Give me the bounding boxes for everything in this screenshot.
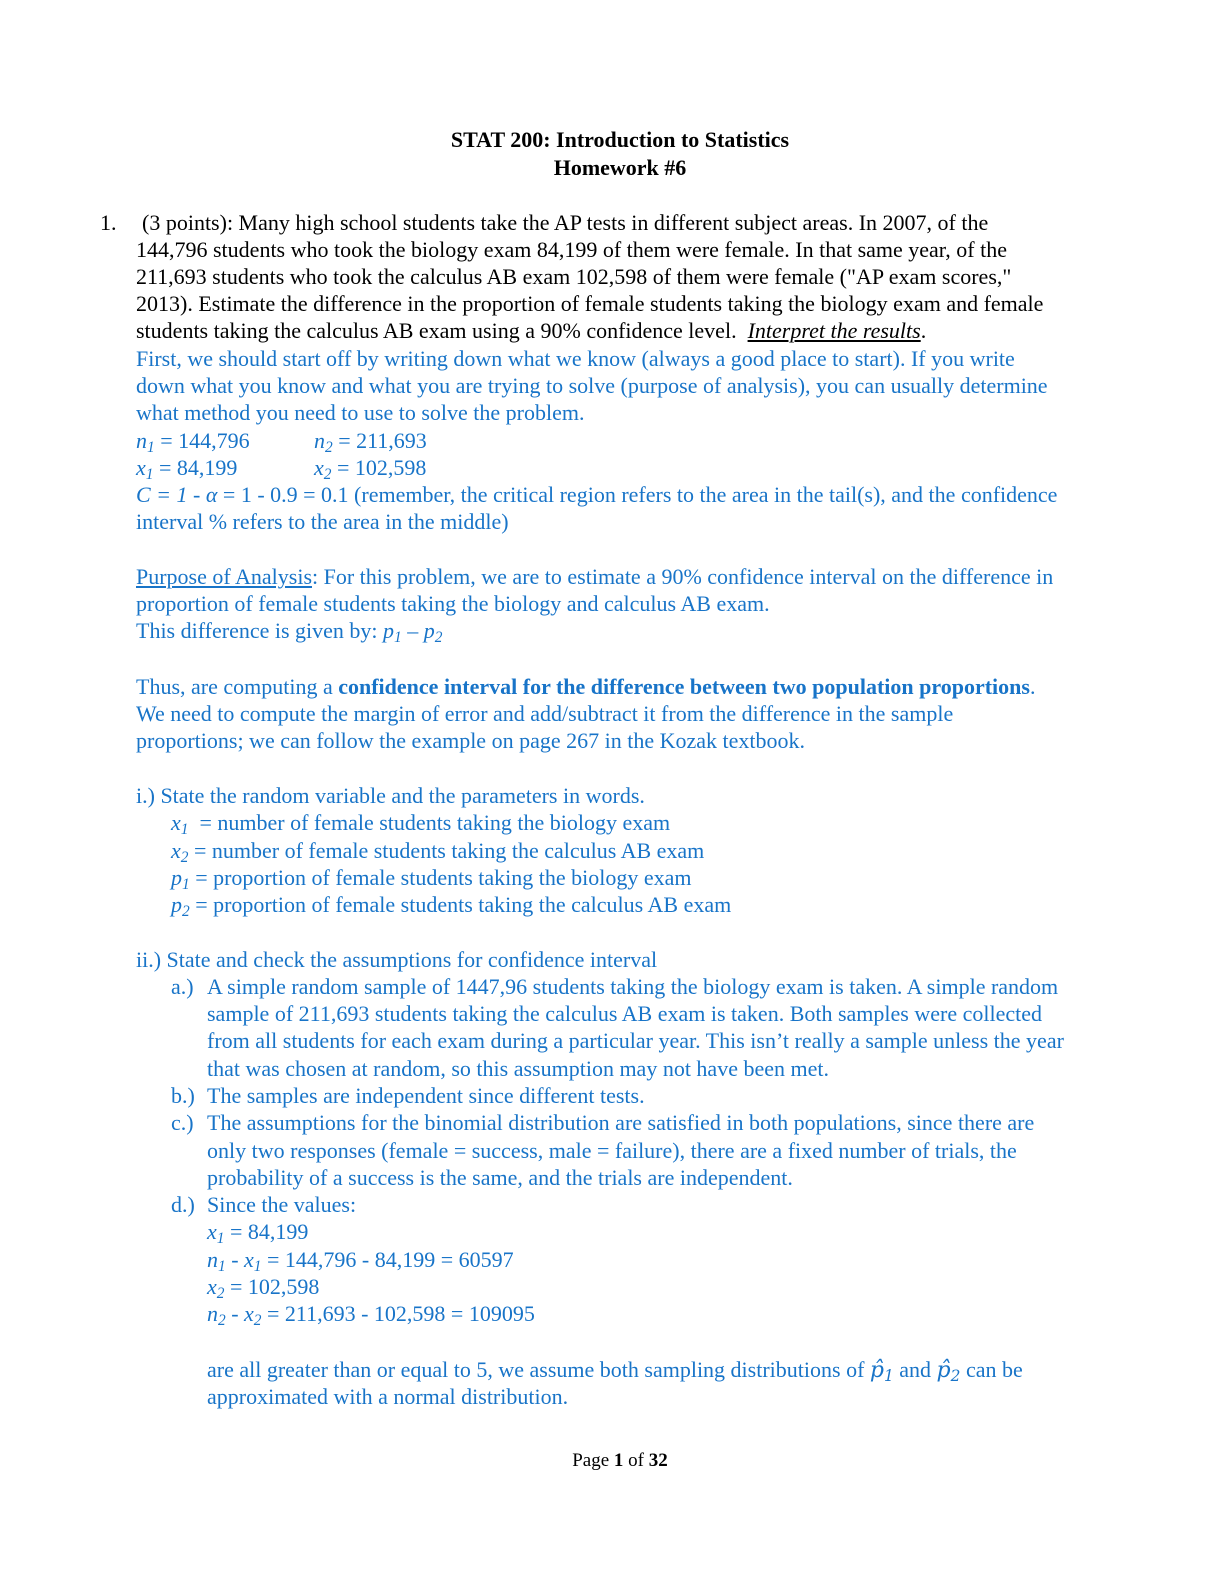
assumption-c-line-1: The assumptions for the binomial distribution are satisfied in both populations, since there are bbox=[207, 1110, 1035, 1135]
def-p2: $p_2$ = proportion of female students taking the calculus AB exam bbox=[171, 892, 732, 920]
step1-heading: i.) State the random variable and the parameters in words. bbox=[136, 783, 645, 808]
assumption-a-line-4: that was chosen at random, so this assumption may not have been met. bbox=[207, 1056, 829, 1081]
purpose-line-1: Purpose of Analysis: For this problem, we are to estimate a 90% confidence interval on the difference in bbox=[136, 564, 1054, 589]
page-subtitle: Homework #6 bbox=[553, 155, 687, 180]
assumption-a-label: a.) bbox=[171, 974, 194, 999]
assumption-c-line-2: only two responses (female = success, male = failure), there are a fixed number of trials, the bbox=[207, 1138, 1017, 1163]
check-n2-minus-x2: $n_2 - x_2 = 211,693 - 102,598 = 109095$ bbox=[207, 1301, 535, 1329]
method-line-3: proportions; we can follow the example on page 267 in the Kozak textbook. bbox=[136, 728, 805, 753]
page-number-footer: Page 1 of 32 bbox=[572, 1450, 668, 1471]
assumption-c-line-3: probability of a success is the same, and the trials are independent. bbox=[207, 1165, 793, 1190]
known-n1: $n_1 = 144,796$ bbox=[136, 428, 250, 456]
purpose-label: Purpose of Analysis bbox=[136, 564, 312, 589]
p-hat-1: $p̂_1$ bbox=[869, 1358, 894, 1385]
purpose-line-2: proportion of female students taking the biology and calculus AB exam. bbox=[136, 591, 770, 616]
problem-line-5: students taking the calculus AB exam using a 90% confidence level. Interpret the results. bbox=[136, 318, 927, 343]
known-n2: $n_2 = 211,693$ bbox=[314, 428, 427, 456]
problem-line-4: 2013). Estimate the difference in the proportion of female students taking the biology exam and female bbox=[136, 291, 1044, 316]
p-hat-2: $p̂_2$ bbox=[936, 1358, 961, 1385]
problem-line-2: 144,796 students who took the biology exam 84,199 of them were female. In that same year, of the bbox=[136, 237, 1007, 262]
known-x1: $x_1 = 84,199$ bbox=[136, 455, 238, 483]
known-c-line-2: interval % refers to the area in the middle) bbox=[136, 509, 509, 534]
assumption-d-text: Since the values: bbox=[207, 1192, 357, 1217]
step2-heading: ii.) State and check the assumptions for confidence interval bbox=[136, 947, 658, 972]
method-line-1: Thus, are computing a confidence interval for the difference between two population proportions. bbox=[136, 674, 1036, 699]
conclusion-line-2: approximated with a normal distribution. bbox=[207, 1384, 569, 1409]
purpose-line-3: This difference is given by: $p_1 - p_2$ bbox=[136, 618, 443, 646]
known-c-line-1: C = 1 - α = 1 - 0.9 = 0.1 (remember, the critical region refers to the area in the tail(s), and the confidence bbox=[136, 482, 1058, 507]
method-name: confidence interval for the difference between two population proportions bbox=[338, 674, 1030, 699]
problem-number: 1. bbox=[100, 210, 117, 235]
assumption-d-label: d.) bbox=[171, 1192, 195, 1217]
assumption-c-label: c.) bbox=[171, 1110, 194, 1135]
page-title: STAT 200: Introduction to Statistics bbox=[450, 127, 790, 152]
def-p1: $p_1$ = proportion of female students taking the biology exam bbox=[171, 865, 692, 893]
intro-line-1: First, we should start off by writing down what we know (always a good place to start). If you write bbox=[136, 346, 1015, 371]
method-line-2: We need to compute the margin of error and add/subtract it from the difference in the sample bbox=[136, 701, 954, 726]
check-x1: $x_1 = 84,199$ bbox=[207, 1219, 309, 1247]
intro-line-3: what method you need to use to solve the problem. bbox=[136, 400, 585, 425]
check-x2: $x_2 = 102,598$ bbox=[207, 1274, 320, 1302]
problem-line-3: 211,693 students who took the calculus AB exam 102,598 of them were female ("AP exam scores," bbox=[136, 264, 1012, 289]
interpret-results-emphasis: Interpret the results bbox=[747, 318, 921, 343]
assumption-b-text: The samples are independent since different tests. bbox=[207, 1083, 645, 1108]
assumption-a-line-2: sample of 211,693 students taking the calculus AB exam is taken. Both samples were collected bbox=[207, 1001, 1042, 1026]
problem-line-1: (3 points): Many high school students take the AP tests in different subject areas. In 2007, of the bbox=[142, 210, 989, 235]
assumption-a-line-1: A simple random sample of 1447,96 students taking the biology exam is taken. A simple random bbox=[207, 974, 1059, 999]
check-n1-minus-x1: $n_1 - x_1 = 144,796 - 84,199 = 60597$ bbox=[207, 1247, 514, 1275]
assumption-b-label: b.) bbox=[171, 1083, 195, 1108]
assumption-a-line-3: from all students for each exam during a particular year. This isn’t really a sample unless the year bbox=[207, 1028, 1064, 1053]
known-x2: $x_2 = 102,598$ bbox=[314, 455, 427, 483]
def-x2: $x_2$ = number of female students taking the calculus AB exam bbox=[171, 838, 705, 866]
intro-line-2: down what you know and what you are trying to solve (purpose of analysis), you can usually determine bbox=[136, 373, 1048, 398]
conclusion-line-1: are all greater than or equal to 5, we assume both sampling distributions of $p̂_1$ and $p̂_2$ can be bbox=[207, 1357, 1023, 1385]
def-x1: $x_1$ = number of female students taking the biology exam bbox=[171, 810, 671, 838]
